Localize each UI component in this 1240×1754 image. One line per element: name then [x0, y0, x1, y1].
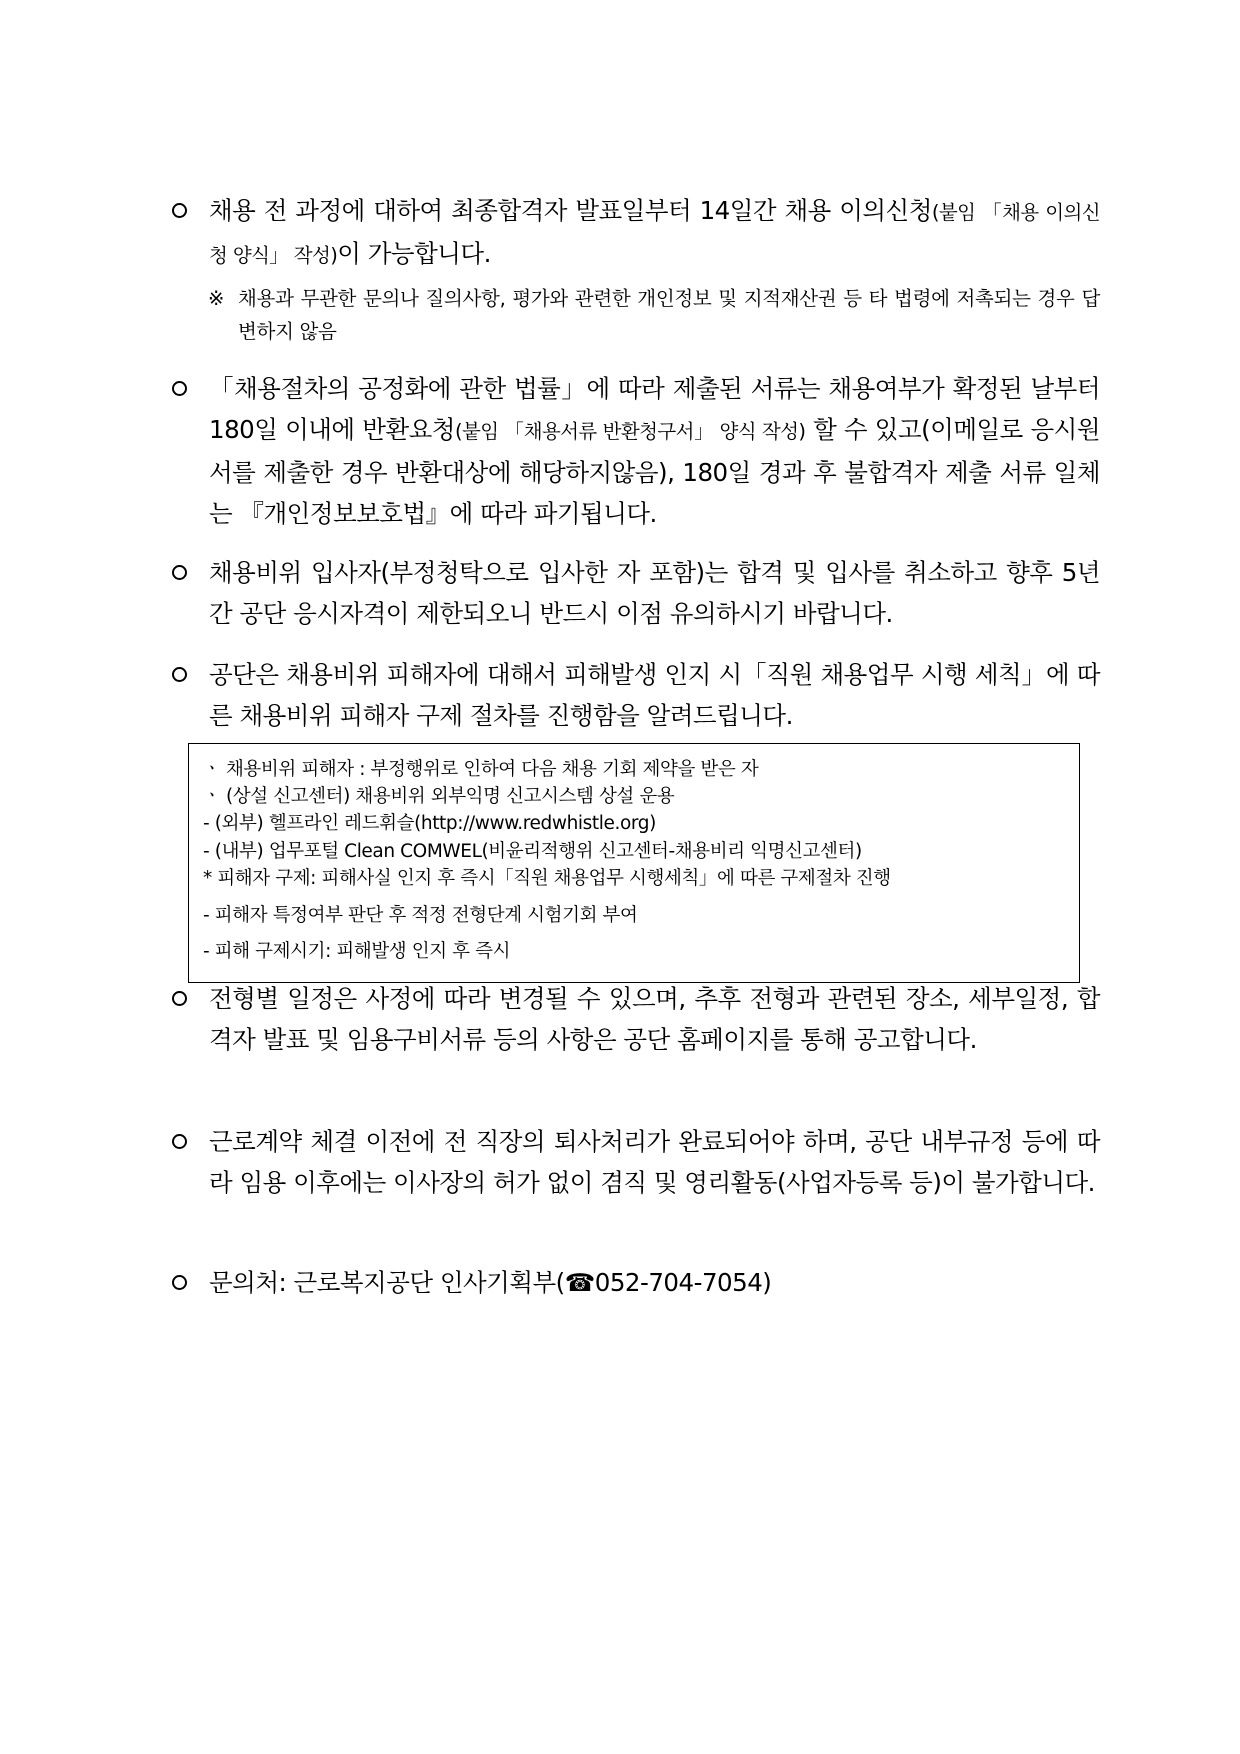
bullet-hiring-misconduct [172, 552, 1100, 634]
bullet-text: 근로계약 체결 이전에 전 직장의 퇴사처리가 완료되어야 하며, 공단 내부규정 등에 따라 임용 이후에는 이사장의 허가 없이 겸직 및 영리활동(사업자등록 등)이 불가합니다. [209, 1127, 1100, 1197]
circle-bullet-icon [172, 203, 187, 218]
box-line: - 피해 구제시기: 피해발생 인지 후 즉시 [203, 941, 511, 962]
bullet-appeal [172, 190, 1100, 276]
bullet-document-return [172, 368, 1100, 534]
bullet-text: 채용비위 입사자(부정청탁으로 입사한 자 포함)는 합격 및 입사를 취소하고 향후 5년간 공단 응시자격이 제한되오니 반드시 이점 유의하시기 바랍니다. [209, 558, 1100, 628]
bullet-text: 전형별 일정은 사정에 따라 변경될 수 있으며, 추후 전형과 관련된 장소, 세부일정, 합격자 발표 및 임용구비서류 등의 사항은 공단 홈페이지를 통해 공고합니다. [209, 984, 1100, 1054]
box-line: - (내부) 업무포털 Clean COMWEL(비윤리적행위 신고센터-채용비리 익명신고센터) [203, 841, 862, 862]
circle-bullet-icon [172, 667, 187, 682]
circle-bullet-icon [172, 565, 187, 580]
bullet-victim-relief [172, 654, 1100, 736]
reference-mark-icon: ※ [208, 287, 225, 310]
bullet-text [209, 368, 1100, 534]
circle-bullet-icon [172, 1134, 187, 1149]
circle-bullet-icon [172, 991, 187, 1006]
bullet-text: 공단은 채용비위 피해자에 대해서 피해발생 인지 시「직원 채용업무 시행 세칙」에 따른 채용비위 피해자 구제 절차를 진행함을 알려드립니다. [209, 660, 1100, 730]
note-text: 채용과 무관한 문의나 질의사항, 평가와 관련한 개인정보 및 지적재산권 등 타 법령에 저촉되는 경우 답변하지 않음 [238, 287, 1100, 343]
bullet-text: 문의처: 근로복지공단 인사기획부(☎052-704-7054) [209, 1268, 772, 1297]
victim-relief-box [188, 743, 1080, 983]
bullet-main-text: 채용 전 과정에 대하여 최종합격자 발표일부터 14일간 채용 이의신청 [209, 196, 932, 225]
bullet-employment-contract [172, 1121, 1100, 1203]
bullet-text [209, 190, 1100, 276]
bullet-tail-text: 할 수 있고(이메일로 응시원서를 제출한 경우 반환대상에 해당하지않음), 180일 경과 후 불합격자 제출 서류 일체는 『개인정보보호법』에 따라 파기됩니다. [209, 415, 1101, 528]
circle-bullet-icon [172, 1275, 187, 1290]
bullet-contact [172, 1262, 1100, 1303]
bullet-main-text: 「채용절차의 공정화에 관한 법률」에 따라 제출된 서류는 채용여부가 확정된 날부터 180일 이내에 반환요청 [209, 374, 1100, 444]
note-disclaimer [208, 282, 1100, 348]
box-line: ㆍ (상설 신고센터) 채용비위 외부익명 신고시스템 상설 운용 [203, 786, 675, 807]
box-line: - 피해자 특정여부 판단 후 적정 전형단계 시험기회 부여 [203, 905, 638, 926]
box-line: ㆍ 채용비위 피해자 : 부정행위로 인하여 다음 채용 기회 제약을 받은 자 [203, 759, 759, 780]
bullet-small-text: (붙임 「채용서류 반환청구서」 양식 작성) [454, 420, 806, 443]
circle-bullet-icon [172, 381, 187, 396]
bullet-tail-text: 이 가능합니다. [337, 239, 491, 268]
bullet-small-text: (붙임 「채용 이의신청 양식」 작성) [209, 201, 1101, 267]
box-line: * 피해자 구제: 피해사실 인지 후 즉시「직원 채용업무 시행세칙」에 따른 구제절차 진행 [203, 868, 891, 889]
box-line: - (외부) 헬프라인 레드휘슬(http://www.redwhistle.org) [203, 813, 656, 834]
bullet-schedule [172, 978, 1100, 1060]
